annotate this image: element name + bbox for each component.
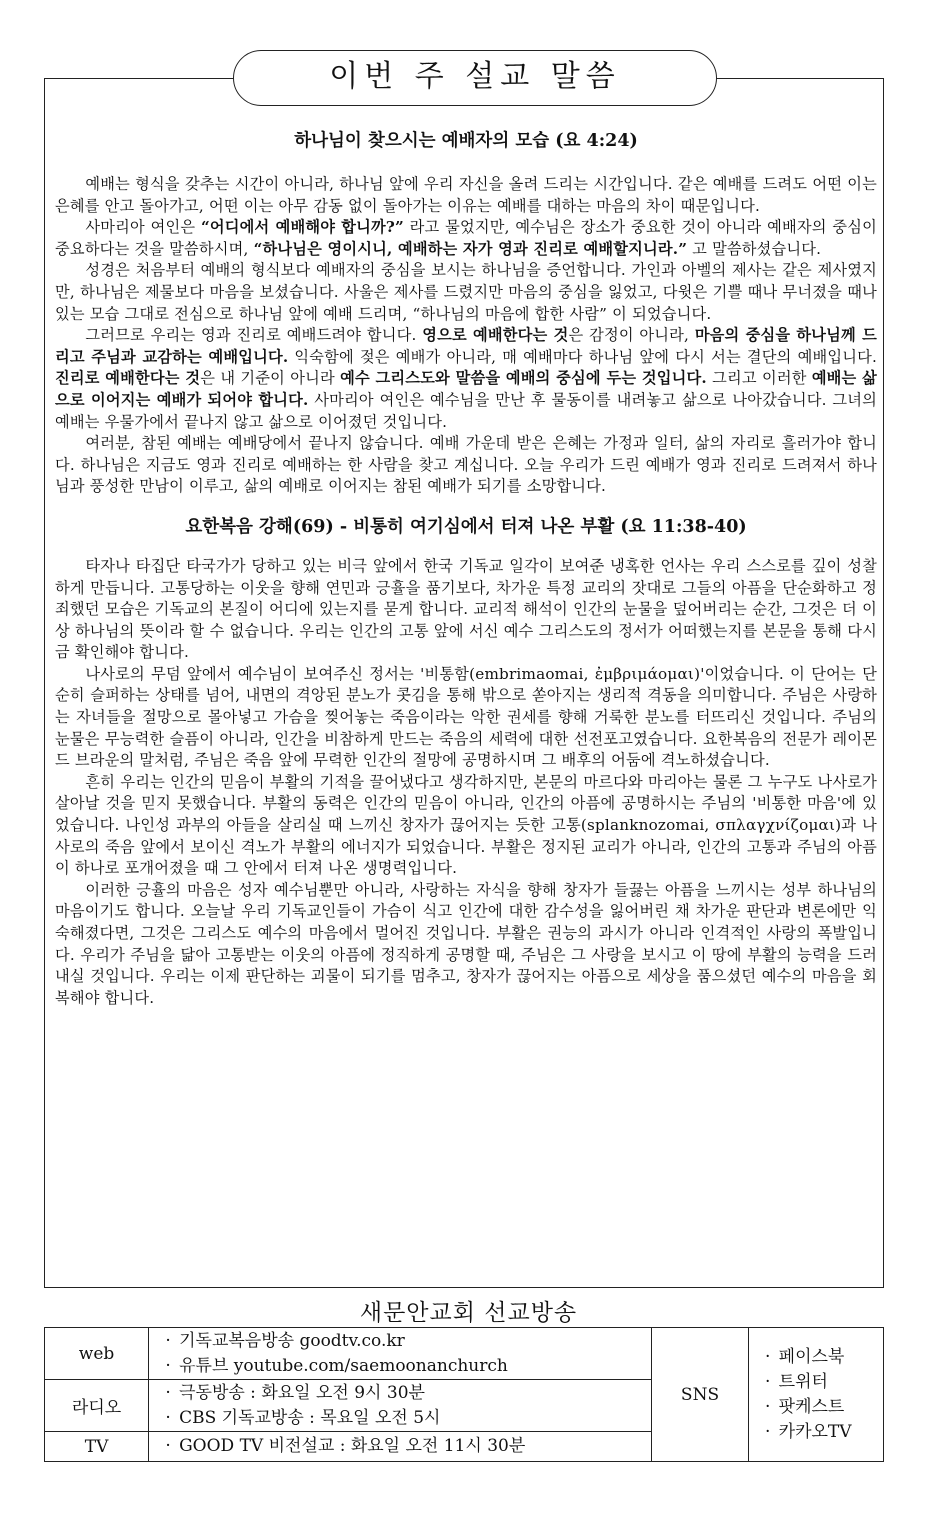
bullet: · — [764, 1396, 771, 1417]
text-run: 라고 물었지만, 예수님은 장소가 중요한 것이 아니라 예배자의 중심이 중요하다는 것을 말씀하시며, — [55, 218, 877, 258]
sermon1-paragraph-5: 여러분, 참된 예배는 예배당에서 끝나지 않습니다. 예배 가운데 받은 은혜는 가정과 일터, 삶의 자리로 흘러가야 합니다. 하나님은 지금도 영과 진리로 예배하는 한 사람을 찾고 계십니다. 오늘 우리가 드린 예배가 영과 진리로 드려져서 하나님과 풍성한 만남이 이루고, 삶의 예배로 이어지는 참된 예배가 되기를 소망합니다. — [55, 434, 877, 496]
broadcast-title: 새문안교회 선교방송 — [359, 1300, 578, 1326]
bullet: · — [764, 1371, 771, 1392]
list-item — [157, 1329, 643, 1354]
sermon1-heading: 하나님이 찾으시는 예배자의 모습 (요 4:24) — [294, 131, 638, 151]
web-item-2: 유튜브 youtube.com/saemoonanchurch — [179, 1355, 508, 1376]
sermon2-paragraph-3: 흔히 우리는 인간의 믿음이 부활의 기적을 끌어냈다고 생각하지만, 본문의 마르다와 마리아는 물론 그 누구도 나사로가 살아날 것을 믿지 못했습니다. 부활의 동력은 인간의 믿음이 아니라, 인간의 아픔에 공명하시는 주님의 '비통한 마음'에 있었습니다. 나인성 과부의 아들을 살리실 때 느끼신 창자가 끊어지는 듯한 고통(splanknozomai, σπλαγχνίζομαι)과 나사로의 죽음 앞에서 보이신 격노가 부활의 에너지가 되었습니다. 부활은 정지된 교리가 아니라, 인간의 고통과 주님의 아픔이 하나로 포개어졌을 때 그 안에서 터져 나온 생명력입니다. — [55, 772, 877, 878]
sermon-content — [55, 128, 877, 1009]
sns-item-kakaotv: 카카오TV — [778, 1421, 852, 1442]
bold-run: 진리로 예배한다는 것 — [55, 369, 201, 388]
bold-run: 영으로 예배한다는 것 — [422, 326, 569, 345]
radio-items — [149, 1380, 652, 1432]
list-item — [757, 1420, 875, 1445]
bold-run: “하나님은 영이시니, 예배하는 자가 영과 진리로 예배할지니라.” — [253, 239, 688, 258]
sermon2-paragraph-4: 이러한 긍휼의 마음은 성자 예수님뿐만 아니라, 사랑하는 자식을 향해 창자가 들끓는 아픔을 느끼시는 성부 하나님의 마음이기도 합니다. 오늘날 우리 기독교인들이 가슴이 식고 인간에 대한 감수성을 잃어버린 채 차가운 판단과 변론에만 익숙해졌다면, 그것은 그리스도 예수의 마음에서 멀어진 것입니다. 부활은 권능의 과시가 아니라 인격적인 사랑의 폭발입니다. 우리가 주님을 닮아 고통받는 이웃의 아픔에 정직하게 공명할 때, 주님은 그 사랑을 보시고 이 땅에 부활의 능력을 드러내실 것입니다. 우리는 이제 판단하는 괴물이 되기를 멈추고, 창자가 끊어지는 아픔으로 세상을 품으셨던 예수의 마음을 회복해야 합니다. — [55, 880, 877, 1007]
sermon1-paragraph-4 — [55, 325, 877, 433]
text-run: 은 감정이 아니라, — [568, 326, 695, 345]
web-label: web — [45, 1328, 149, 1380]
text-run: 은 내 기준이 아니라 — [200, 369, 341, 388]
tv-item-1: GOOD TV 비전설교 : 화요일 오전 11시 30분 — [179, 1436, 526, 1456]
sermon2-heading: 요한복음 강해(69) - 비통히 여기심에서 터져 나온 부활 (요 11:38-40) — [185, 516, 747, 537]
list-item — [757, 1395, 875, 1420]
sns-items — [748, 1328, 883, 1462]
list-item — [757, 1370, 875, 1395]
broadcast-table — [44, 1327, 884, 1462]
sermon1-paragraph-1: 예배는 형식을 갖추는 시간이 아니라, 하나님 앞에 우리 자신을 올려 드리는 시간입니다. 같은 예배를 드려도 어떤 이는 은혜를 안고 돌아가고, 어떤 이는 아무 감동 없이 돌아가는 이유는 예배를 대하는 마음의 차이 때문입니다. — [55, 175, 877, 215]
text-run: 그리고 이러한 — [706, 369, 812, 388]
bullet: · — [165, 1330, 171, 1351]
bullet: · — [165, 1407, 171, 1428]
radio-item-1: 극동방송 : 화요일 오전 9시 30분 — [179, 1382, 425, 1403]
bold-run: 예수 그리스도와 말씀을 예배의 중심에 두는 것입니다. — [340, 369, 707, 388]
bold-run: 예배는 삶으로 이어지는 예배가 되어야 합니다. — [55, 369, 877, 409]
bullet: · — [165, 1382, 171, 1403]
sermon2-paragraph-2: 나사로의 무덤 앞에서 예수님이 보여주신 정서는 '비통함(embrimaomai, ἐμβριμάομαι)'이었습니다. 이 단어는 단순히 슬퍼하는 상태를 넘어, 내면의 격앙된 분노가 콧김을 통해 밖으로 쏟아지는 생리적 격동을 의미합니다. 주님은 사랑하는 자녀들을 절망으로 몰아넣고 가슴을 찢어놓는 죽음이라는 악한 권세를 향해 거룩한 분노를 터뜨리신 것입니다. 주님의 눈물은 무능력한 슬픔이 아니라, 인간을 비참하게 만드는 죽음의 세력에 대한 선전포고였습니다. 요한복음의 전문가 레이몬드 브라운의 말처럼, 주님은 죽음 앞에 무력한 인간의 절망에 공명하시며 그 배후의 어둠에 격노하셨습니다. — [55, 664, 877, 770]
web-items — [149, 1328, 652, 1380]
bullet: · — [764, 1346, 771, 1367]
bullet: · — [165, 1436, 171, 1456]
web-item-1: 기독교복음방송 goodtv.co.kr — [179, 1330, 405, 1351]
tv-items — [149, 1432, 652, 1462]
sns-item-podcast: 팟케스트 — [778, 1396, 845, 1417]
text-run: 익숙함에 젖은 예배가 아니라, 매 예배마다 하나님 앞에 다시 서는 결단의 예배입니다. — [288, 347, 877, 366]
bold-run: “어디에서 예배해야 합니까?” — [200, 218, 404, 237]
bold-run: 마음의 중심을 하나님께 드리고 주님과 교감하는 예배입니다. — [55, 326, 877, 366]
sns-label: SNS — [652, 1328, 748, 1462]
page-title: 이번 주 설교 말씀 — [233, 50, 717, 106]
sermon1-paragraph-2 — [55, 217, 877, 260]
list-item — [157, 1381, 643, 1406]
sermon2-paragraph-1: 타자나 타집단 타국가가 당하고 있는 비극 앞에서 한국 기독교 일각이 보여준 냉혹한 언사는 우리 스스로를 깊이 성찰하게 만듭니다. 고통당하는 이웃을 향해 연민과 긍휼을 품기보다, 차가운 특정 교리의 잣대로 그들의 아픔을 단순화하고 정죄했던 모습은 기독교의 본질이 어디에 있는지를 묻게 합니다. 교리적 해석이 인간의 눈물을 덮어버리는 순간, 그것은 더 이상 하나님의 뜻이라 할 수 없습니다. 우리는 인간의 고통 앞에 서신 예수 그리스도의 정서가 어떠했는지를 본문을 통해 다시금 확인해야 합니다. — [55, 556, 877, 662]
table-row — [45, 1328, 884, 1380]
sns-item-twitter: 트위터 — [778, 1371, 828, 1392]
sns-item-facebook: 페이스북 — [778, 1346, 845, 1367]
bullet: · — [764, 1421, 771, 1442]
list-item — [157, 1434, 643, 1459]
text-run: 고 말씀하셨습니다. — [687, 239, 822, 258]
tv-label: TV — [45, 1432, 149, 1462]
list-item — [157, 1354, 643, 1379]
list-item — [757, 1345, 875, 1370]
text-run: 사마리아 여인은 예수님을 만난 후 물동이를 내려놓고 삶으로 나아갔습니다. 그녀의 예배는 우물가에서 끝나지 않고 삶으로 이어졌던 것입니다. — [55, 390, 877, 431]
radio-label: 라디오 — [45, 1380, 149, 1432]
text-run: 사마리아 여인은 — [85, 218, 201, 237]
radio-item-2: CBS 기독교방송 : 목요일 오전 5시 — [179, 1407, 441, 1428]
sermon1-paragraph-3: 성경은 처음부터 예배의 형식보다 예배자의 중심을 보시는 하나님을 증언합니다. 가인과 아벨의 제사는 같은 제사였지만, 하나님은 제물보다 마음을 보셨습니다. 사울은 제사를 드렸지만 마음의 중심을 잃었고, 다윗은 기쁠 때나 무너졌을 때나 있는 모습 그대로 전심으로 하나님 앞에 예배 드리며, “하나님의 마음에 합한 사람” 이 되었습니다. — [55, 261, 877, 323]
text-run: 그러므로 우리는 영과 진리로 예배드려야 합니다. — [85, 326, 423, 345]
bullet: · — [165, 1355, 171, 1376]
list-item — [157, 1406, 643, 1431]
